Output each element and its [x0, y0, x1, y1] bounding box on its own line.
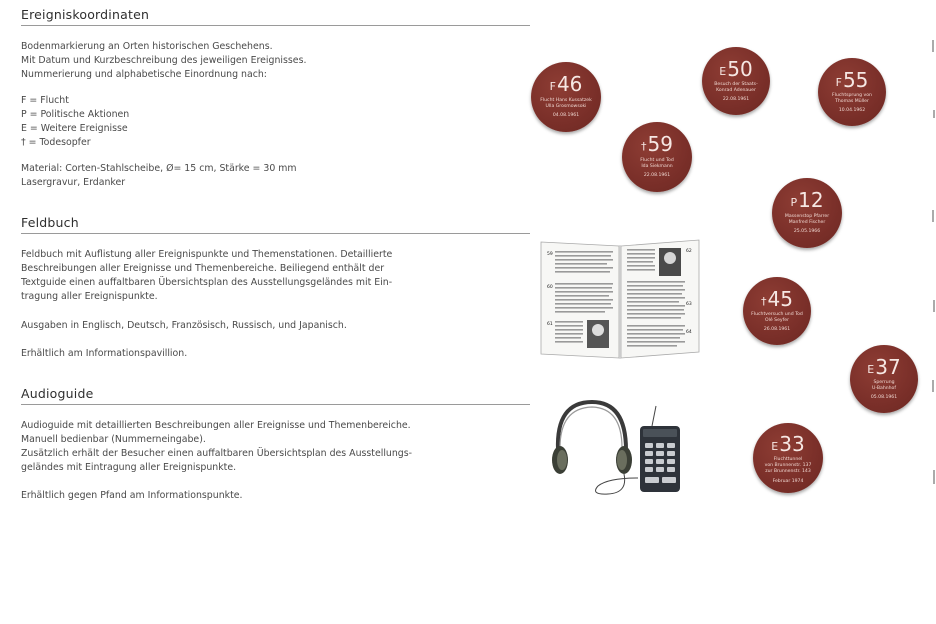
- event-disc: [850, 345, 918, 413]
- disc-date: Februar 1974: [772, 479, 804, 484]
- disc-number: 45: [767, 287, 793, 311]
- disc-description: Flucht und Tod Ida Siekmann: [640, 158, 674, 169]
- section-title: Feldbuch: [21, 215, 530, 234]
- disc-description: Fluchttunnel von Brunnenstr. 137 zur Brunnenstr. 143: [764, 457, 812, 474]
- disc-letter: P: [790, 196, 798, 209]
- feldbuch-book-image: [539, 236, 701, 360]
- audioguide-device-image: [548, 398, 688, 498]
- feldbuch-availability: Erhältlich am Informationspavillion.: [21, 348, 188, 359]
- disc-date: 26.08.1961: [763, 327, 791, 332]
- ereignis-intro: Bodenmarkierung an Orten historischen Geschehens. Mit Datum und Kurzbeschreibung des jeweiligen Ereignisses. Nummerierung und alphabetische Einordnung nach:: [21, 41, 307, 80]
- event-disc: [531, 62, 601, 132]
- disc-date: 10.04.1962: [838, 108, 866, 113]
- disc-description: Fluchtversuch und Tod Olé Seyfer: [751, 312, 803, 323]
- ereignis-material: Material: Corten-Stahlscheibe, Ø= 15 cm, Stärke = 30 mm Lasergravur, Erdanker: [21, 163, 297, 188]
- disc-date: 25.05.1966: [793, 229, 821, 234]
- disc-date: 22.08.1961: [722, 97, 750, 102]
- disc-number: 46: [556, 72, 583, 96]
- disc-number: 12: [798, 188, 824, 212]
- book-marker: 59: [547, 252, 553, 257]
- disc-description: Flucht Hans Kussatzek Ulla Grosmowsoki: [540, 98, 592, 109]
- book-marker: 60: [547, 285, 553, 290]
- disc-letter: †: [761, 295, 767, 308]
- book-marker: 63: [686, 302, 692, 307]
- feldbuch-body: Feldbuch mit Auflistung aller Ereignispunkte und Themenstationen. Detaillierte Beschreibungen aller Ereignisse und Themenbereiche. Beiliegend enthält der Textguide einen auffaltbaren Übersichtsplan des Ausstellungsgeländes mit Ein- tragung aller Ereignispunkte.: [21, 249, 393, 302]
- disc-date: 05.08.1961: [870, 395, 898, 400]
- disc-letter: F: [549, 80, 556, 93]
- disc-number: 37: [875, 355, 901, 379]
- section-title: Ereigniskoordinaten: [21, 7, 530, 26]
- disc-description: Fluchtsprung von Thomas Müller: [832, 93, 872, 104]
- disc-date: 22.08.1961: [643, 173, 671, 178]
- event-disc: [772, 178, 842, 248]
- disc-description: Massenstop Pfarrer Manfred Fischer: [784, 214, 830, 225]
- audioguide-availability: Erhältlich gegen Pfand am Informationspunkte.: [21, 490, 243, 501]
- disc-letter: E: [719, 65, 727, 78]
- disc-number: 33: [779, 432, 805, 456]
- section-feldbuch: [21, 215, 530, 361]
- book-marker: 61: [547, 322, 553, 327]
- disc-number: 55: [842, 68, 869, 92]
- disc-date: 04.08.1961: [552, 113, 580, 118]
- disc-letter: †: [641, 140, 647, 153]
- ereignis-legend: F = Flucht P = Politische Aktionen E = Weitere Ereignisse † = Todesopfer: [21, 95, 130, 148]
- disc-description: Sperrung U-Bahnhof: [872, 380, 896, 391]
- feldbuch-languages: Ausgaben in Englisch, Deutsch, Französisch, Russisch, und Japanisch.: [21, 320, 347, 331]
- book-marker: 64: [686, 330, 692, 335]
- section-title: Audioguide: [21, 386, 530, 405]
- event-disc: [702, 47, 770, 115]
- disc-description: Besuch der Staats- Konrad Adenauer: [714, 82, 758, 93]
- disc-letter: F: [835, 76, 842, 89]
- event-disc: [743, 277, 811, 345]
- audioguide-body: Audioguide mit detaillierten Beschreibungen aller Ereignisse und Themenbereiche. Manuell bedienbar (Nummerneingabe). Zusätzlich erhält der Besucher einen auffaltbaren Übersichtsplan des Ausstellungs- geländes mit Eintragung aller Ereignispunkte.: [21, 420, 413, 473]
- page-edge-marks: [931, 0, 936, 624]
- disc-letter: E: [867, 363, 875, 376]
- event-disc: [753, 423, 823, 493]
- disc-number: 59: [647, 132, 673, 156]
- disc-number: 50: [727, 57, 753, 81]
- disc-letter: E: [771, 440, 779, 453]
- section-audioguide: [21, 386, 530, 503]
- event-disc: [622, 122, 692, 192]
- section-ereigniskoordinaten: [21, 7, 530, 190]
- event-disc: [818, 58, 886, 126]
- book-marker: 62: [686, 249, 692, 254]
